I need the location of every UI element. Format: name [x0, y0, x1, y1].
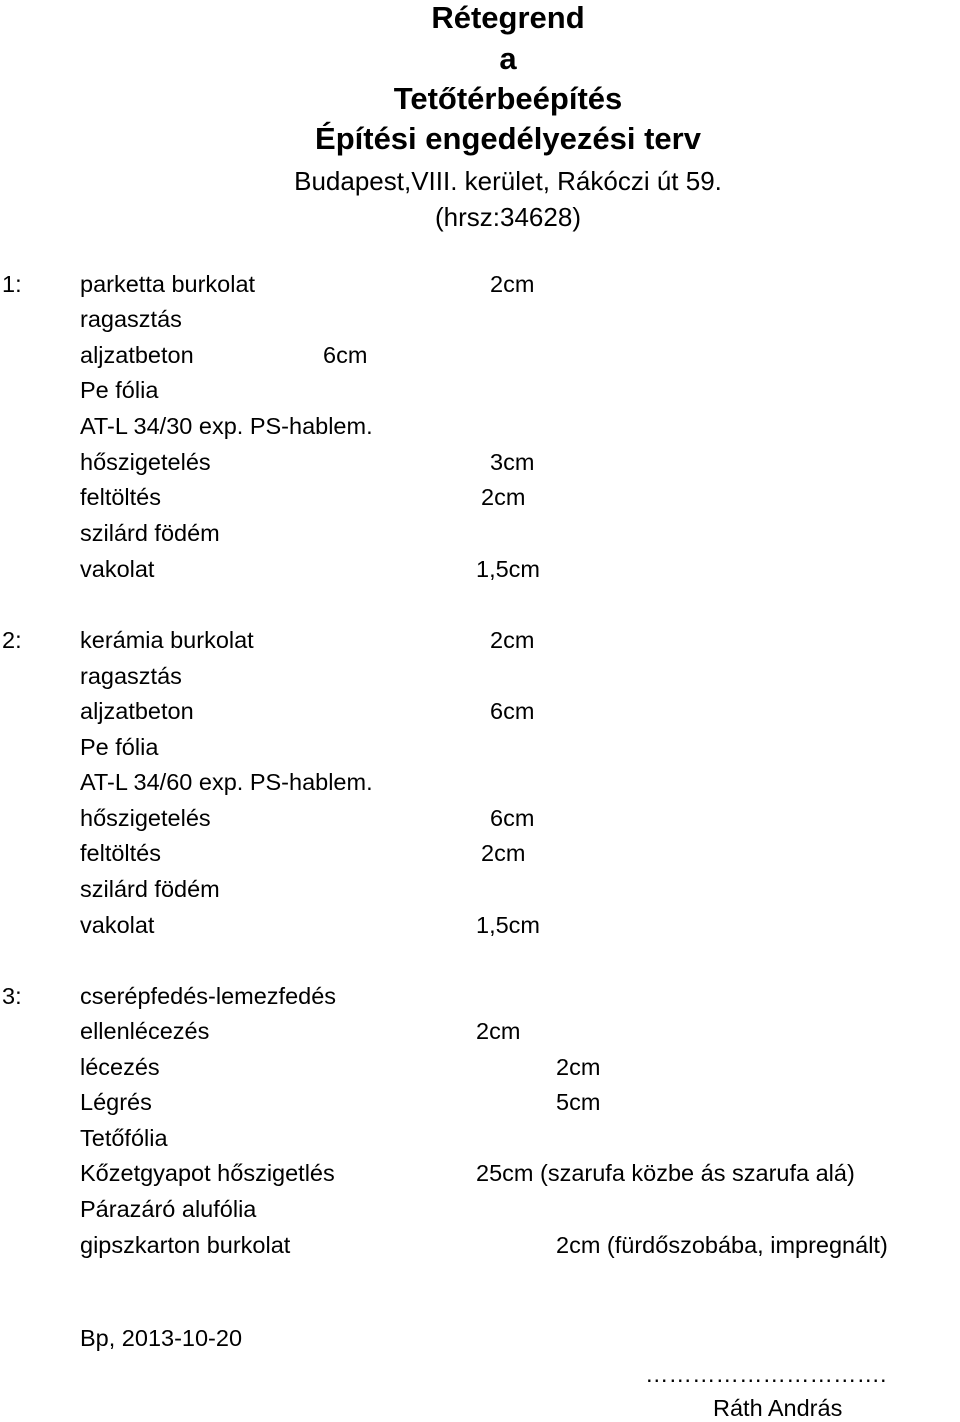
layer-label: vakolat	[80, 912, 155, 938]
layer-label: AT-L 34/60 exp. PS-hablem.	[80, 769, 373, 795]
layer-label: vakolat	[80, 556, 155, 582]
layer-label: ragasztás	[80, 306, 182, 332]
layer-label: cserépfedés-lemezfedés	[80, 983, 337, 1009]
project-name: Tetőtérbeépítés	[393, 81, 623, 116]
layer-label: ellenlécezés	[80, 1018, 210, 1044]
layer-label: Párazáró alufólia	[80, 1196, 257, 1222]
layer-label: Légrés	[80, 1089, 152, 1115]
layer-label: parketta burkolat	[80, 271, 256, 297]
layer-value: 6cm	[323, 342, 368, 368]
layer-label: Tetőfólia	[80, 1125, 168, 1151]
plan-type: Építési engedélyezési terv	[315, 121, 701, 156]
layer-value: 1,5cm	[476, 556, 540, 582]
layer-value: 6cm	[490, 805, 535, 831]
layer-label: gipszkarton burkolat	[80, 1232, 291, 1258]
section-number: 1:	[2, 271, 22, 297]
layer-value: 2cm	[481, 840, 526, 866]
document-title: Rétegrend	[431, 0, 585, 35]
layer-label: AT-L 34/30 exp. PS-hablem.	[80, 413, 373, 439]
layer-value: 2cm	[476, 1018, 521, 1044]
layer-value: 3cm	[490, 449, 535, 475]
layer-label: hőszigetelés	[80, 449, 211, 475]
layer-label: szilárd födém	[80, 520, 220, 546]
layer-value: 5cm	[556, 1089, 601, 1115]
section-number: 3:	[2, 983, 22, 1009]
signature-line: ………………………….	[645, 1361, 887, 1387]
layer-value: 2cm	[556, 1054, 601, 1080]
layer-label: Pe fólia	[80, 734, 159, 760]
layer-label: hőszigetelés	[80, 805, 211, 831]
layer-label: feltöltés	[80, 840, 161, 866]
layer-value: 1,5cm	[476, 912, 540, 938]
parcel-number: (hrsz:34628)	[435, 202, 581, 232]
layer-value: 25cm (szarufa közbe ás szarufa alá)	[476, 1160, 855, 1186]
layer-label: feltöltés	[80, 484, 161, 510]
layer-value: 2cm	[490, 271, 535, 297]
layer-label: Pe fólia	[80, 377, 159, 403]
layer-label: Kőzetgyapot hőszigetlés	[80, 1160, 335, 1186]
section-number: 2:	[2, 627, 22, 653]
signer-name: Ráth András	[713, 1395, 843, 1421]
layer-label: aljzatbeton	[80, 342, 194, 368]
layer-value: 2cm (fürdőszobába, impregnált)	[556, 1232, 888, 1258]
layer-value: 6cm	[490, 698, 535, 724]
layer-label: aljzatbeton	[80, 698, 194, 724]
place-date: Bp, 2013-10-20	[80, 1325, 243, 1351]
title-connector: a	[499, 41, 517, 76]
layer-label: kerámia burkolat	[80, 627, 254, 653]
layer-label: ragasztás	[80, 663, 182, 689]
layer-value: 2cm	[490, 627, 535, 653]
address: Budapest,VIII. kerület, Rákóczi út 59.	[294, 166, 722, 196]
layer-value: 2cm	[481, 484, 526, 510]
layer-label: lécezés	[80, 1054, 160, 1080]
layer-label: szilárd födém	[80, 876, 220, 902]
